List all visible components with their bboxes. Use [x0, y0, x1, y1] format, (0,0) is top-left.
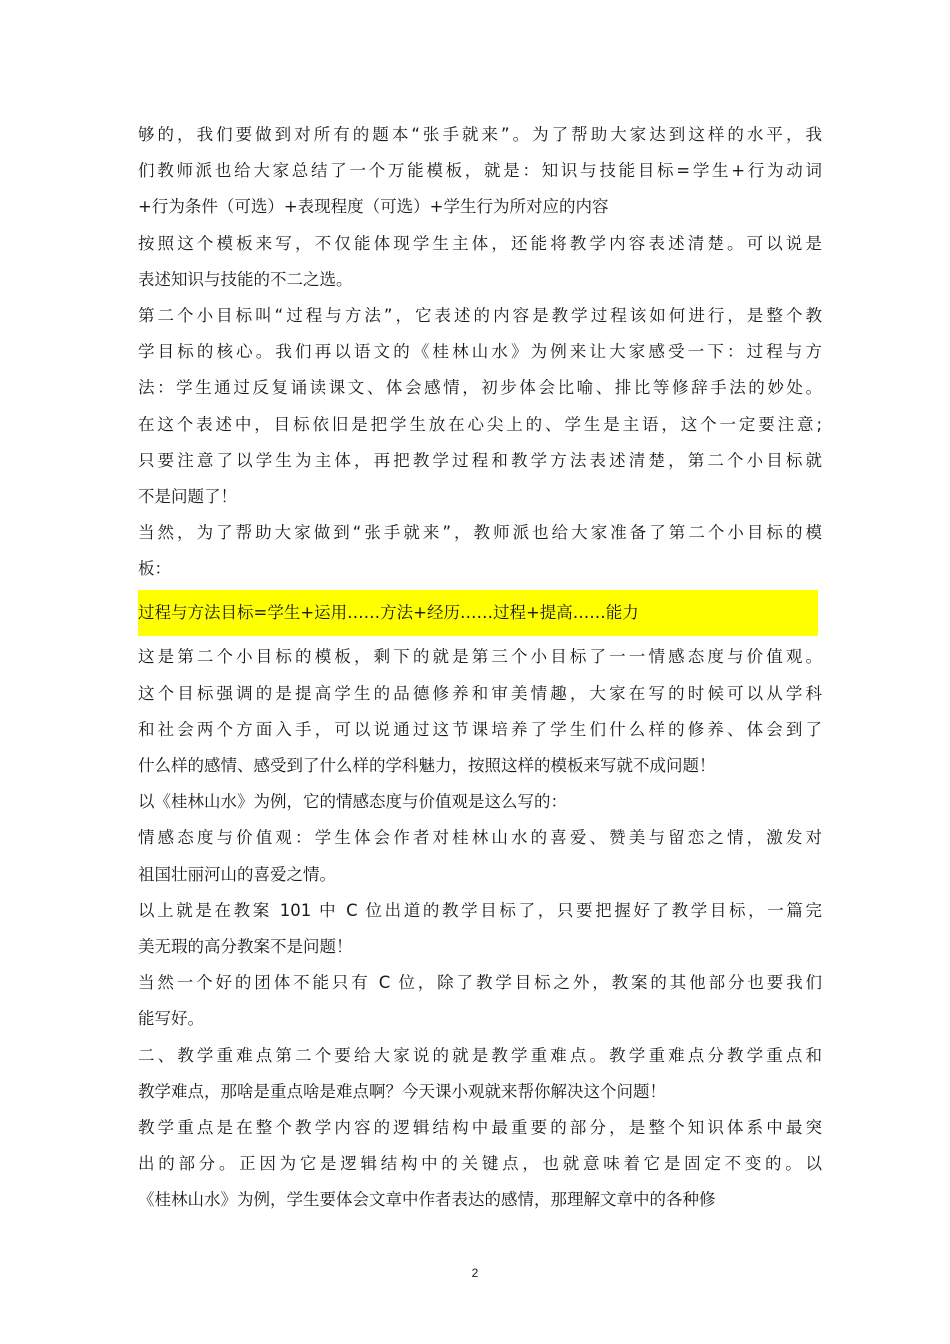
text-line: 能写好。 — [138, 1009, 204, 1029]
text-line: 学目标的核心。我们再以语文的《桂林山水》为例来让大家感受一下：过程与方 — [138, 342, 822, 362]
paragraph — [138, 820, 822, 892]
text-line: 二、教学重难点第二个要给大家说的就是教学重难点。教学重难点分教学重点和 — [138, 1045, 822, 1065]
text-line: 不是问题了！ — [138, 486, 237, 506]
text-line: 和社会两个方面入手，可以说通过这节课培养了学生们什么样的修养、体会到了 — [138, 719, 822, 739]
text-line: 表述知识与技能的不二之选。 — [138, 269, 353, 289]
paragraph — [138, 965, 822, 1037]
text-line: 当然一个好的团体不能只有 C 位，除了教学目标之外，教案的其他部分也要我们 — [138, 973, 822, 993]
text-line: 教学重点是在整个教学内容的逻辑结构中最重要的部分，是整个知识体系中最突 — [138, 1117, 822, 1137]
text-line: 以《桂林山水》为例，它的情感态度与价值观是这么写的： — [138, 792, 567, 812]
paragraph — [138, 1110, 822, 1219]
paragraph — [138, 298, 822, 515]
text-line: 第二个小目标叫“过程与方法”，它表述的内容是教学过程该如何进行，是整个教 — [138, 305, 822, 325]
paragraph — [138, 117, 822, 226]
text-line: 法：学生通过反复诵读课文、体会感情，初步体会比喻、排比等修辞手法的妙处。 — [138, 378, 822, 398]
text-line: 只要注意了以学生为主体，再把教学过程和教学方法表述清楚，第二个小目标就 — [138, 450, 822, 470]
text-line: 这是第二个小目标的模板，剩下的就是第三个小目标了一一情感态度与价值观。 — [138, 647, 822, 667]
text-line: 当然，为了帮助大家做到“张手就来”，教师派也给大家准备了第二个小目标的模 — [138, 523, 822, 543]
paragraph — [138, 784, 822, 820]
paragraph — [138, 639, 822, 784]
text-line: +行为条件（可选）+表现程度（可选）+学生行为所对应的内容 — [138, 197, 609, 217]
text-line: 祖国壮丽河山的喜爱之情。 — [138, 864, 336, 884]
paragraph — [138, 226, 822, 298]
text-line: 美无瑕的高分教案不是问题！ — [138, 936, 353, 956]
paragraph — [138, 515, 822, 587]
text-line: 以上就是在教案 101 中 C 位出道的教学目标了，只要把握好了教学目标，一篇完 — [138, 900, 822, 920]
paragraph — [138, 1038, 822, 1110]
text-line: 在这个表述中，目标依旧是把学生放在心尖上的、学生是主语，这个一定要注意; — [138, 414, 822, 434]
text-line: 够的，我们要做到对所有的题本“张手就来”。为了帮助大家达到这样的水平，我 — [138, 125, 822, 144]
text-line: 什么样的感情、感受到了什么样的学科魅力，按照这样的模板来写就不成问题！ — [138, 756, 716, 775]
text-line: 按照这个模板来写，不仅能体现学生主体，还能将教学内容表述清楚。可以说是 — [138, 233, 822, 253]
text-line: 们教师派也给大家总结了一个万能模板，就是：知识与技能目标=学生+行为动词 — [138, 161, 822, 181]
document-body — [138, 117, 822, 1218]
paragraph — [138, 893, 822, 965]
text-line: 教学难点，那啥是重点啥是难点啊？今天课小观就来帮你解决这个问题！ — [138, 1081, 666, 1101]
text-line: 板： — [138, 559, 171, 579]
text-line: 这个目标强调的是提高学生的品德修养和审美情趣，大家在写的时候可以从学科 — [138, 683, 822, 703]
highlighted-line: 过程与方法目标=学生+运用……方法+经历……过程+提高……能力 — [138, 590, 818, 636]
text-line: 情感态度与价值观：学生体会作者对桂林山水的喜爱、赞美与留恋之情，激发对 — [138, 828, 822, 848]
text-line: 出的部分。正因为它是逻辑结构中的关键点，也就意味着它是固定不变的。以 — [138, 1154, 822, 1174]
text-line: 《桂林山水》为例，学生要体会文章中作者表达的感情，那理解文章中的各种修 — [138, 1190, 716, 1210]
highlighted-template-paragraph — [138, 590, 822, 636]
page-number: 2 — [471, 1266, 479, 1280]
